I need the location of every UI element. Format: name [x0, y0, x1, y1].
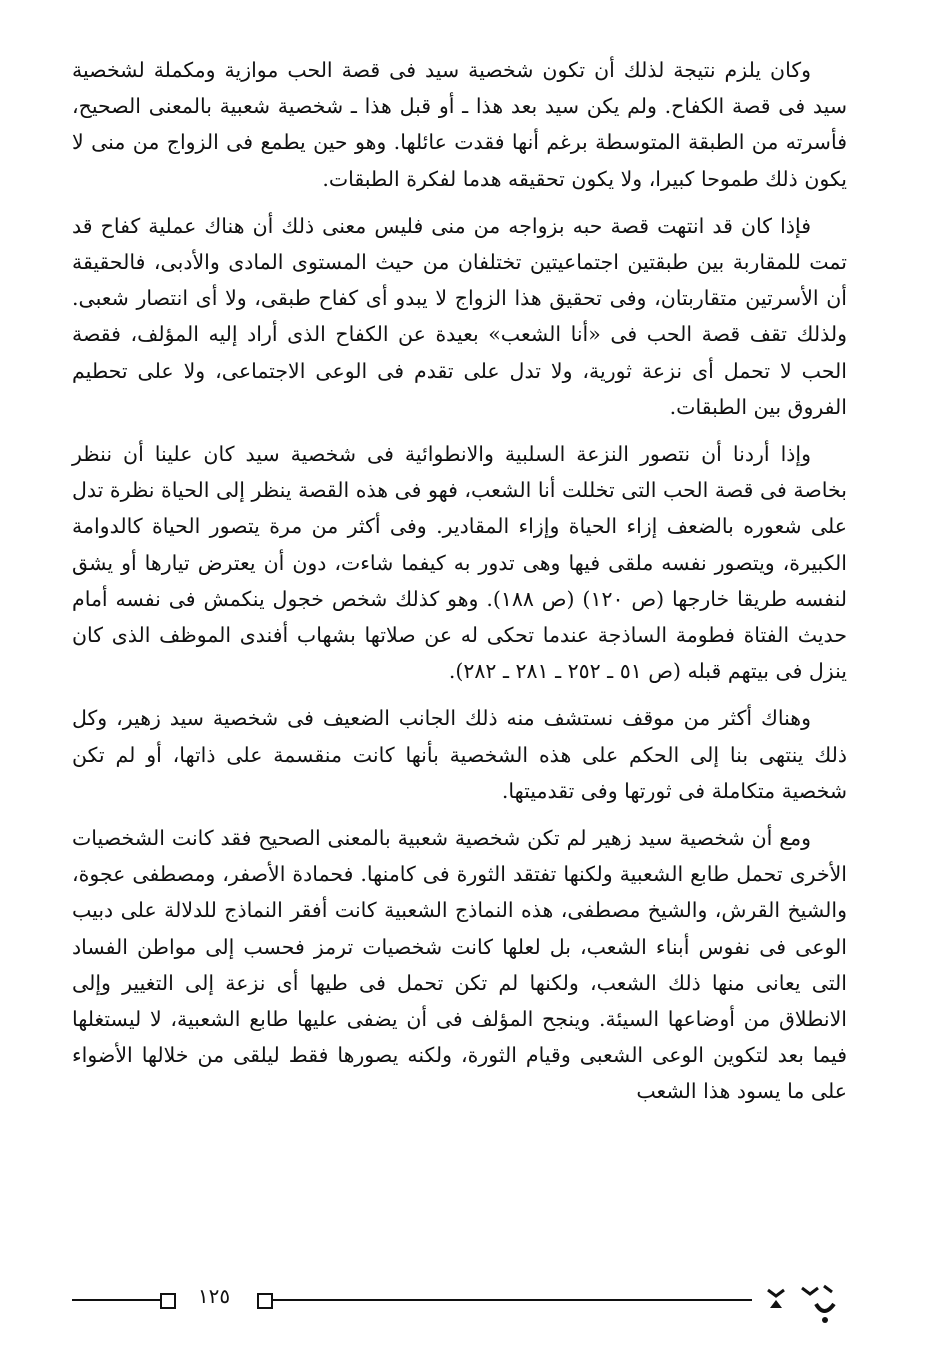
footer-box-left [160, 1293, 176, 1309]
page-number: ١٢٥ [197, 1284, 231, 1308]
decorative-ornament-icon [762, 1278, 842, 1326]
paragraph: ومع أن شخصية سيد زهير لم تكن شخصية شعبية بالمعنى الصحيح فقد كانت الشخصيات الأخرى تحمل طابع الشعبية ولكنها تفتقد الثورة فى كامنها. فحمادة الأصفر، ومصطفى عجوة، والشيخ القرش، والشيخ مصطفى، هذه النماذج الشعبية كانت أفقر النماذج للدلالة على دبيب الوعى فى نفوس أبناء الشعب، بل لعلها كانت شخصيات ترمز فحسب إلى مواطن الفساد التى يعانى منها ذلك الشعب، ولكنها لم تكن تحمل فى طيها أى نزعة إلى التغيير وإلى الانطلاق من أوضاعها السيئة. وينجح المؤلف فى أن يضفى عليها طابع الشعبية، لا ليستغلها فيما بعد لتكوين الوعى الشعبى وقيام الثورة، ولكنه يصورها فقط ليلقى من خلالها الأضواء على ما يسود هذا الشعب [72, 826, 847, 1104]
paragraph: وهناك أكثر من موقف نستشف منه ذلك الجانب الضعيف فى شخصية سيد زهير، وكل ذلك ينتهى بنا إلى الحكم على هذه الشخصية بأنها كانت منقسمة على ذاتها، أو لم تكن شخصية متكاملة فى ثورتها وفى تقدميتها. [72, 706, 847, 803]
page-body [72, 52, 847, 1121]
paragraph: وإذا أردنا أن نتصور النزعة السلبية والانطوائية فى شخصية سيد كان علينا أن ننظر بخاصة فى قصة الحب التى تخللت أنا الشعب، فهو فى هذه القصة ينظر إلى الحياة نظرة تدل على شعوره بالضعف إزاء الحياة وإزاء المقادير. وفى أكثر من مرة يتصور الحياة كالدوامة الكبيرة، ويتصور نفسه ملقى فيها وهى تدور به كيفما شاءت، دون أن يعترض تيارها أو يشق لنفسه طريقا خارجها (ص ١٢٠) (ص ١٨٨). وهو كذلك شخص خجول ينكمش فى نفسه أمام حديث الفتاة فطومة الساذجة عندما تحكى له عن صلاتها بشهاب أفندى الموظف الذى كان ينزل فى بيتهم قبله (ص ٥١ ـ ٢٥٢ ـ ٢٨١ ـ ٢٨٢). [72, 442, 847, 684]
page-footer [0, 1278, 925, 1338]
footer-box-right [257, 1293, 273, 1309]
paragraph: وكان يلزم نتيجة لذلك أن تكون شخصية سيد فى قصة الحب موازية ومكملة لشخصية سيد فى قصة الكفاح. ولم يكن سيد بعد هذا ـ أو قبل هذا ـ شخصية شعبية بالمعنى الصحيح، فأسرته من الطبقة المتوسطة برغم أنها فقدت عائلها. وهو حين يطمع فى الزواج من منى لا يكون ذلك طموحا كبيرا، ولا يكون تحقيقه هدما لفكرة الطبقات. [72, 58, 847, 191]
footer-rule-right [272, 1299, 752, 1301]
footer-rule-left [72, 1299, 160, 1301]
paragraph: فإذا كان قد انتهت قصة حبه بزواجه من منى فليس معنى ذلك أن هناك عملية كفاح قد تمت للمقاربة بين طبقتين اجتماعيتين تختلفان من حيث المستوى المادى والأدبى، فالحقيقة أن الأسرتين متقاربتان، وفى تحقيق هذا الزواج لا يبدو أى كفاح طبقى، ولا أى انتصار شعبى. ولذلك تقف قصة الحب فى «أنا الشعب» بعيدة عن الكفاح الذى أراد إليه المؤلف، فقصة الحب لا تحمل أى نزعة ثورية، ولا تدل على تقدم فى الوعى الاجتماعى، ولا على تحطيم الفروق بين الطبقات. [72, 213, 847, 419]
